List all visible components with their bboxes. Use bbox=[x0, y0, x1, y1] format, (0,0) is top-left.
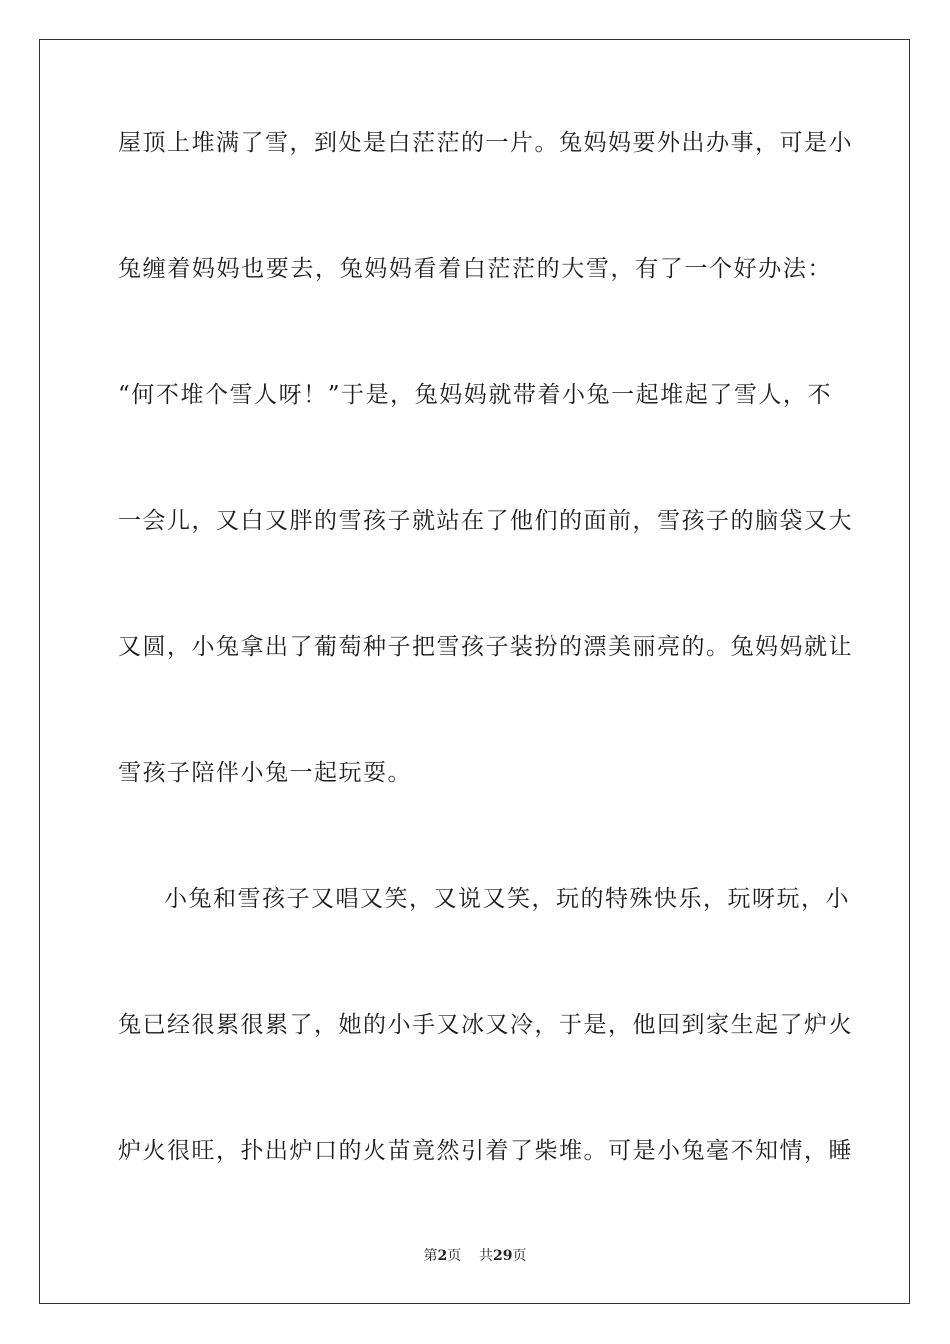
page-prefix: 第 bbox=[423, 1248, 438, 1264]
total-suffix: 页 bbox=[512, 1248, 527, 1264]
page-number: 2 bbox=[437, 1248, 448, 1264]
paragraph-line: 雪孩子陪伴小兔一起玩耍。 bbox=[118, 760, 412, 786]
paragraph-line: 又圆，小兔拿出了葡萄种子把雪孩子装扮的漂美丽亮的。兔妈妈就让 bbox=[118, 634, 853, 660]
page-border bbox=[39, 39, 910, 1304]
total-prefix: 共 bbox=[479, 1248, 494, 1264]
page-suffix: 页 bbox=[447, 1248, 462, 1264]
paragraph-line: 一会儿，又白又胖的雪孩子就站在了他们的面前，雪孩子的脑袋又大 bbox=[118, 508, 853, 534]
paragraph-line: 小兔和雪孩子又唱又笑，又说又笑，玩的特殊快乐，玩呀玩，小 bbox=[164, 886, 850, 912]
paragraph-line: 炉火很旺，扑出炉口的火苗竟然引着了柴堆。可是小兔毫不知情，睡 bbox=[118, 1138, 853, 1164]
paragraph-line: 兔已经很累很累了，她的小手又冰又冷，于是，他回到家生起了炉火 bbox=[118, 1012, 853, 1038]
page-footer bbox=[0, 1246, 950, 1266]
paragraph-line: 兔缠着妈妈也要去，兔妈妈看着白茫茫的大雪，有了一个好办法： bbox=[118, 256, 832, 282]
paragraph-line: “何不堆个雪人呀！”于是，兔妈妈就带着小兔一起堆起了雪人，不 bbox=[118, 382, 832, 408]
total-pages: 29 bbox=[493, 1248, 513, 1264]
paragraph-line: 屋顶上堆满了雪，到处是白茫茫的一片。兔妈妈要外出办事，可是小 bbox=[118, 130, 853, 156]
